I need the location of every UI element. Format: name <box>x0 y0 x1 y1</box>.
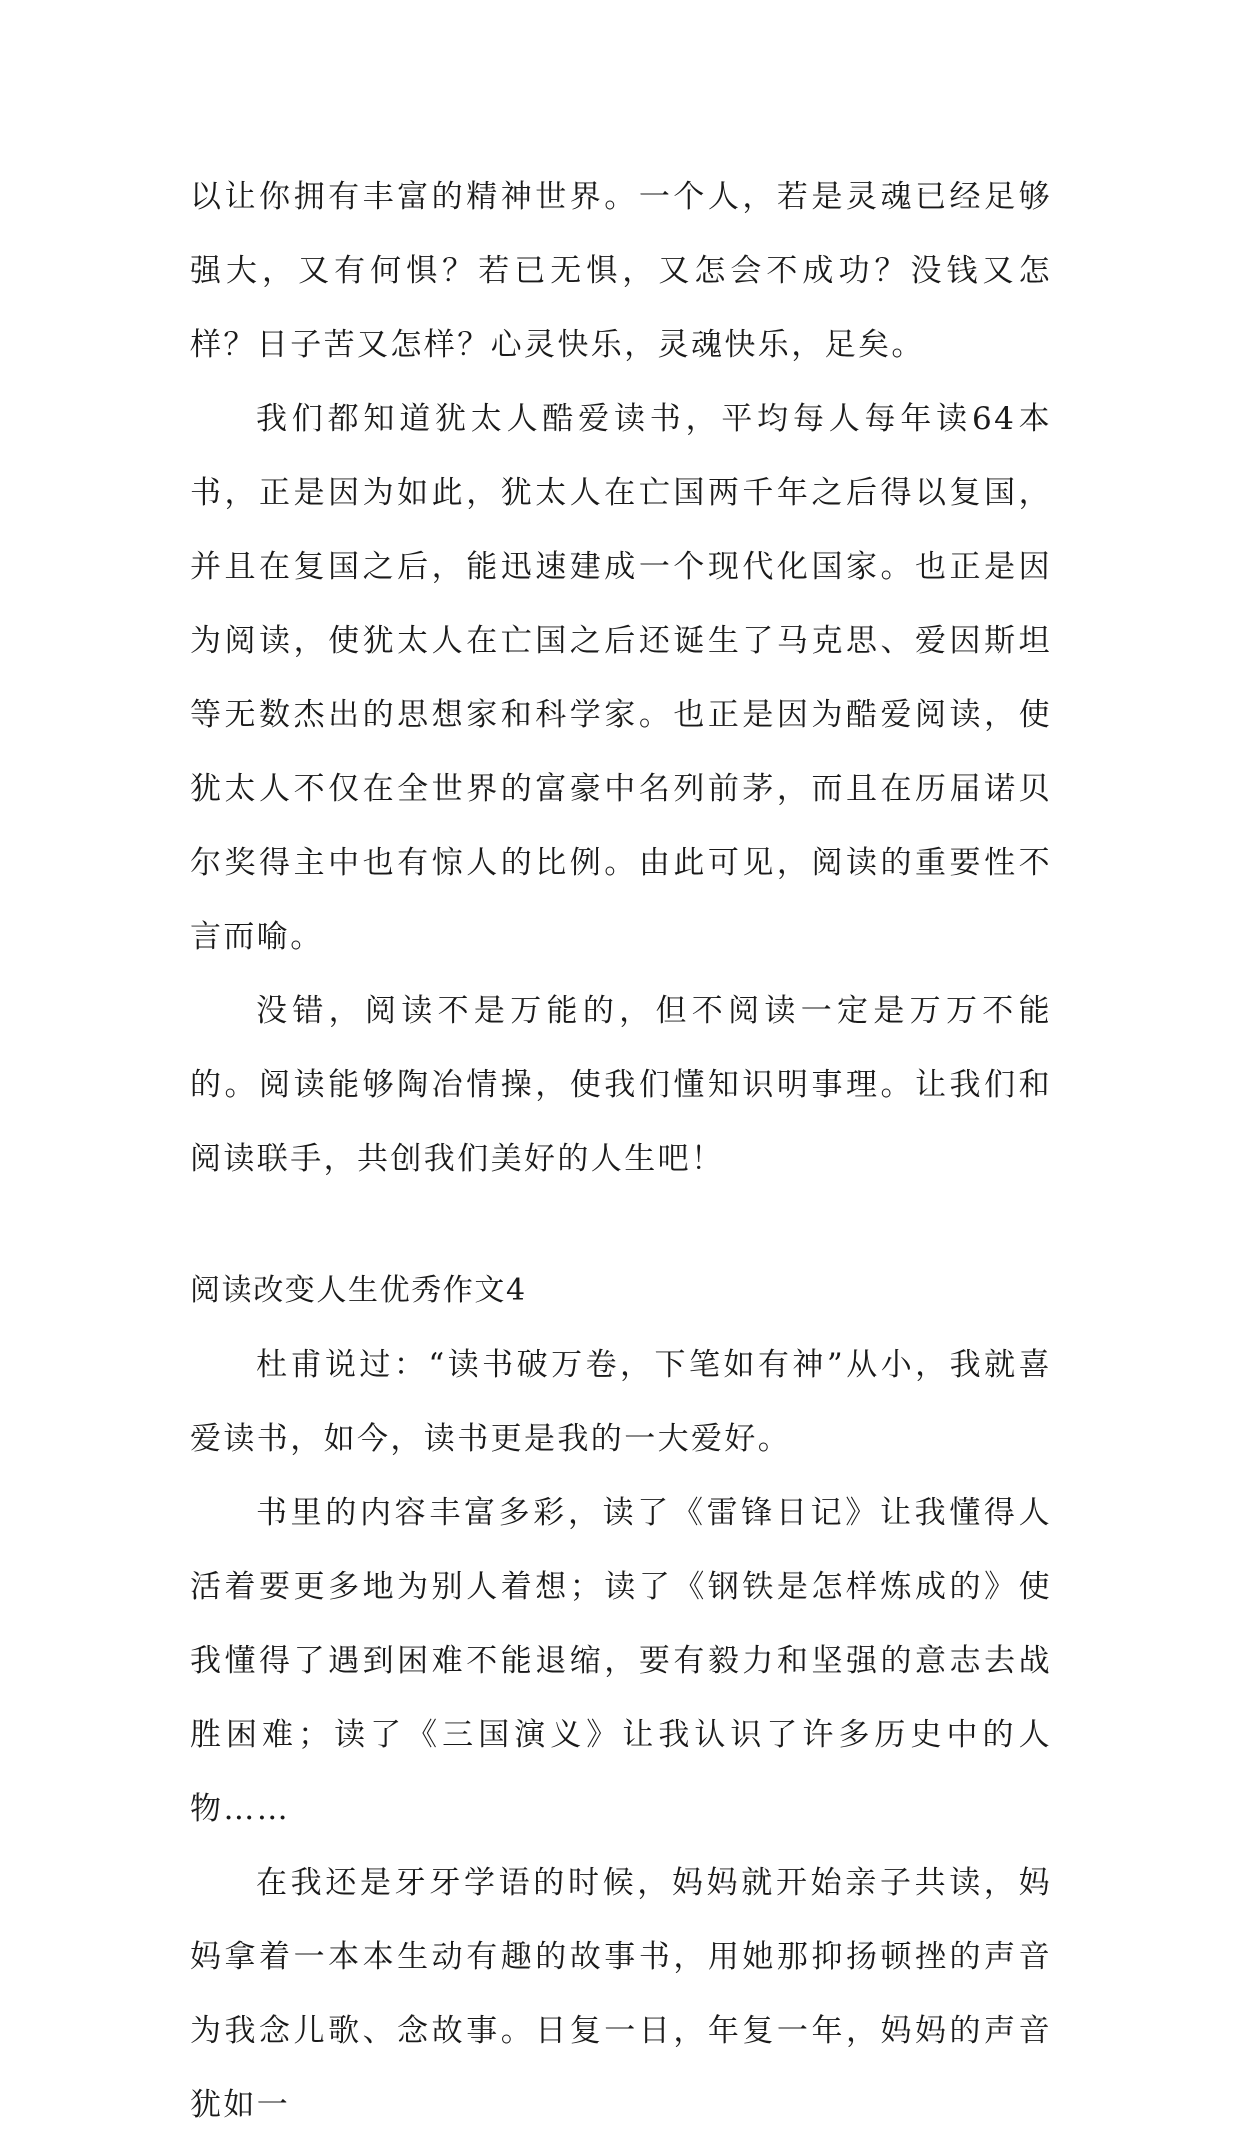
paragraph-mother-reading: 在我还是牙牙学语的时候，妈妈就开始亲子共读，妈妈拿着一本本生动有趣的故事书，用她那抑扬顿挫的声音为我念儿歌、念故事。日复一日，年复一年，妈妈的声音犹如一 <box>190 1865 1052 2123</box>
section-spacer <box>190 1196 1052 1254</box>
paragraph-du-fu-quote: 杜甫说过：“读书破万卷，下笔如有神”从小，我就喜爱读书，如今，读书更是我的一大爱好。 <box>190 1347 1052 1457</box>
paragraph-books-read: 书里的内容丰富多彩，读了《雷锋日记》让我懂得人活着要更多地为别人着想；读了《钢铁是怎样炼成的》使我懂得了遇到困难不能退缩，要有毅力和坚强的意志去战胜困难；读了《三国演义》让我认识了许多历史中的人物…… <box>190 1495 1052 1827</box>
paragraph-jewish-reading: 我们都知道犹太人酷爱读书，平均每人每年读64本书，正是因为如此，犹太人在亡国两千年之后得以复国，并且在复国之后，能迅速建成一个现代化国家。也正是因为阅读，使犹太人在亡国之后还诞生了马克思、爱因斯坦等无数杰出的思想家和科学家。也正是因为酷爱阅读，使犹太人不仅在全世界的富豪中名列前茅，而且在历届诺贝尔奖得主中也有惊人的比例。由此可见，阅读的重要性不言而喻。 <box>190 401 1052 955</box>
essay-title: 阅读改变人生优秀作文4 <box>190 1273 527 1308</box>
paragraph-conclusion: 没错，阅读不是万能的，但不阅读一定是万万不能的。阅读能够陶冶情操，使我们懂知识明事理。让我们和阅读联手，共创我们美好的人生吧！ <box>190 993 1052 1177</box>
paragraph-continued: 以让你拥有丰富的精神世界。一个人，若是灵魂已经足够强大，又有何惧？若已无惧，又怎会不成功？没钱又怎样？日子苦又怎样？心灵快乐，灵魂快乐，足矣。 <box>190 179 1052 363</box>
document-page <box>190 160 1052 2142</box>
